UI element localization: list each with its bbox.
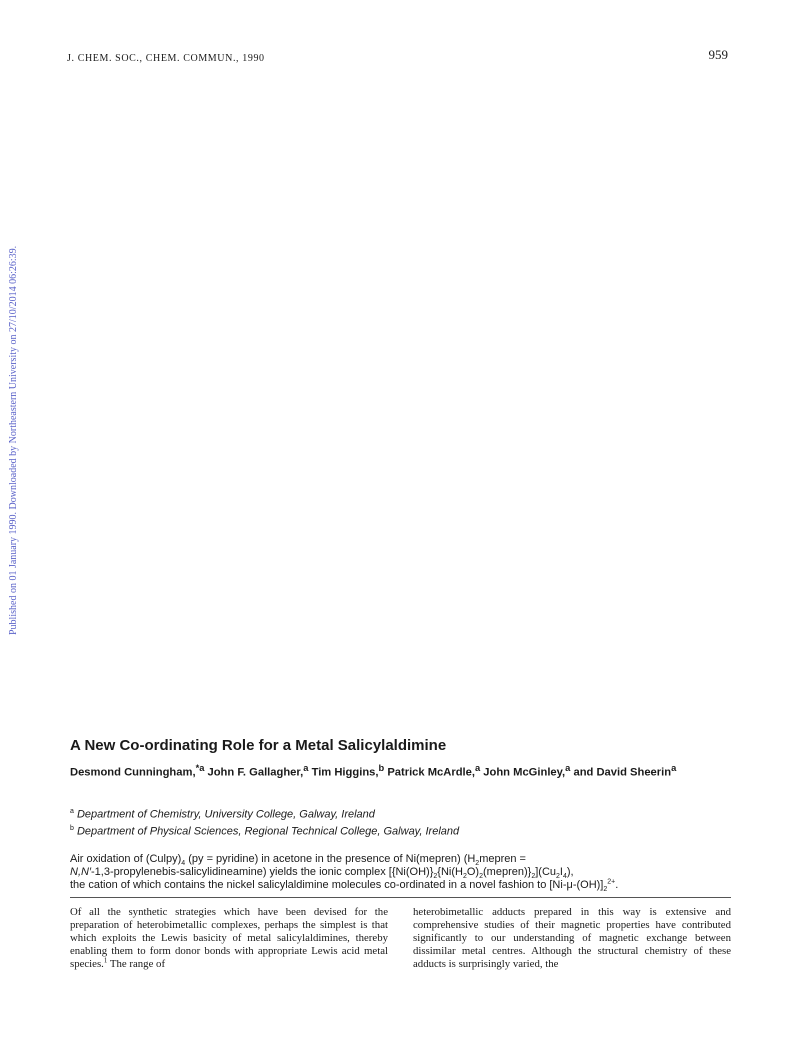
abstract-text: the cation of which contains the nickel salicylaldimine molecules co-ordinated in a novel fashion to [Ni-μ-(OH)] — [70, 879, 604, 891]
author-list — [70, 762, 730, 780]
abstract-text: O) — [466, 866, 480, 878]
body-column-right: heterobimetallic adducts prepared in this way is extensive and comprehensive studies of their magnetic properties have contributed significantly to our understanding of magnetic exchange between dissimilar metal centres. Although the structural chemistry of these adducts is surprisingly varied, the — [413, 906, 731, 970]
abstract-subscript: 2 — [475, 860, 480, 868]
abstract-text: mepren = — [479, 853, 526, 865]
abstract-subscript: 4 — [562, 873, 567, 881]
abstract-text: {Ni(H — [437, 866, 463, 878]
body-text: Of all the synthetic strategies which have been devised for the preparation of heterobimetallic complexes, perhaps the simplest is that which exploits the Lewis basicity of metal salicylaldimines, thereby enabling them to form donor bonds with appropriate Lewis acid metal species. — [70, 906, 388, 970]
abstract-text: . — [615, 879, 619, 891]
abstract-line — [70, 866, 735, 879]
affiliation-list — [70, 805, 459, 838]
author-name: Tim Higgins, — [311, 766, 379, 779]
page-number: 959 — [708, 47, 728, 62]
abstract-text: ](Cu — [535, 866, 556, 878]
abstract-subscript: 4 — [181, 860, 186, 868]
affiliation-text: Department of Physical Sciences, Regional Technical College, Galway, Ireland — [76, 825, 460, 838]
abstract-text: -1,3-propylenebis-salicylidineamine) yields the ionic complex [{Ni(OH)} — [91, 866, 434, 878]
abstract-line — [70, 853, 735, 866]
affiliation-mark: b — [70, 824, 74, 832]
author-name: Desmond Cunningham, — [70, 766, 196, 779]
author-name: John F. Gallagher, — [207, 766, 304, 779]
abstract-line — [70, 879, 735, 892]
author-mark: a — [565, 763, 571, 773]
affiliation-item — [70, 805, 459, 822]
abstract-subscript: 2 — [603, 886, 608, 894]
affiliation-text: Department of Chemistry, University College, Galway, Ireland — [76, 808, 375, 821]
abstract — [70, 853, 735, 892]
download-watermark-text[interactable]: Published on 01 January 1990. Downloaded by Northeastern University on 27/10/2014 06:26:39. — [8, 245, 19, 635]
abstract-subscript: 2 — [479, 873, 484, 881]
abstract-superscript: 2+ — [607, 878, 616, 886]
author-mark: b — [378, 763, 385, 773]
affiliation-item — [70, 822, 459, 839]
author-name: Patrick McArdle, — [387, 766, 475, 779]
abstract-subscript: 2 — [433, 873, 438, 881]
author-name: and David Sheerin — [573, 766, 672, 779]
abstract-subscript: 2 — [531, 873, 536, 881]
abstract-divider — [70, 897, 731, 898]
abstract-subscript: 2 — [462, 873, 467, 881]
author-mark: a — [671, 763, 677, 773]
article-title: A New Co-ordinating Role for a Metal Salicylaldimine — [70, 737, 447, 754]
abstract-text: (py = pyridine) in acetone in the presence of Ni(mepren) (H — [185, 853, 476, 865]
author-mark: a — [303, 763, 309, 773]
abstract-text: (mepren)} — [483, 866, 532, 878]
abstract-subscript: 2 — [556, 873, 560, 881]
abstract-text: ), — [566, 866, 574, 878]
author-name: John McGinley, — [483, 766, 566, 779]
body-column-left — [70, 906, 388, 971]
body-text: The range of — [107, 958, 166, 970]
abstract-text: Air oxidation of (Culpy) — [70, 853, 182, 865]
running-header-journal: J. CHEM. SOC., CHEM. COMMUN., 1990 — [67, 53, 265, 64]
reference-marker[interactable]: 1 — [103, 956, 108, 965]
author-mark: a — [474, 763, 481, 773]
author-mark: *a — [195, 763, 205, 773]
abstract-text: I — [559, 866, 563, 878]
abstract-italic: N,N′ — [70, 866, 92, 878]
download-watermark — [6, 215, 20, 635]
affiliation-mark: a — [70, 808, 74, 815]
